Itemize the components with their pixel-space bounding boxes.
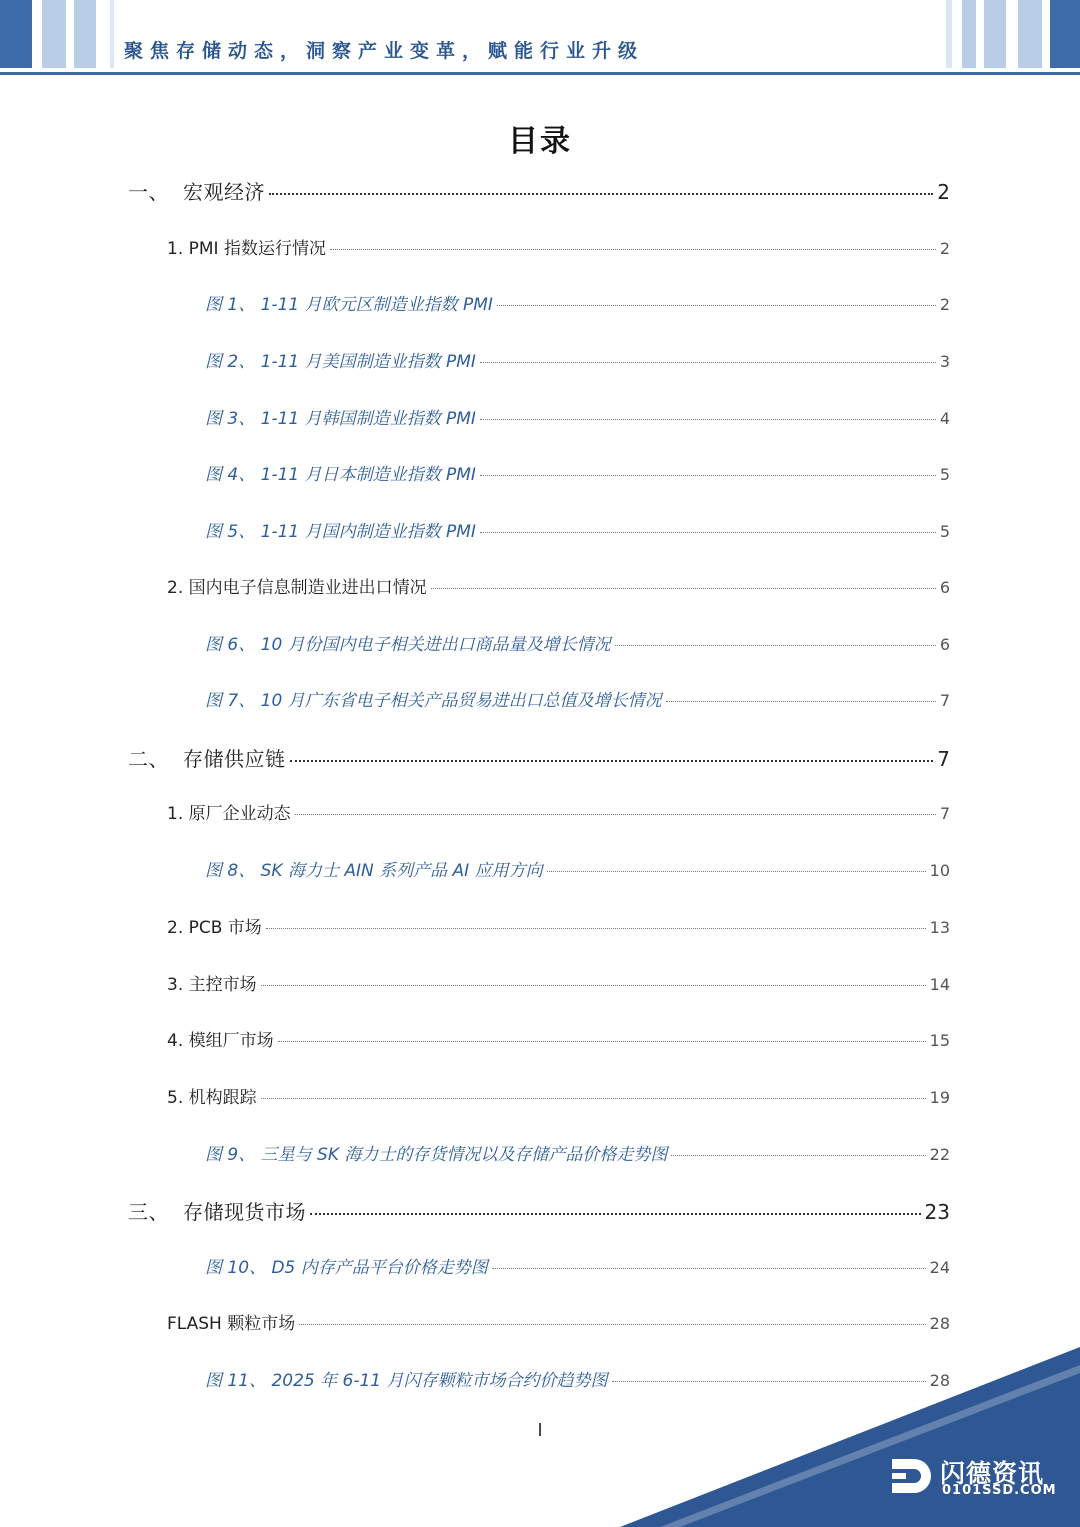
toc-entry-label bbox=[128, 1196, 306, 1225]
header-rule bbox=[0, 72, 1080, 75]
toc-entry[interactable] bbox=[128, 1196, 950, 1225]
header-bars-left bbox=[0, 0, 114, 68]
toc-page-number: 28 bbox=[929, 1314, 950, 1333]
toc-leader-dots bbox=[290, 760, 934, 762]
toc-leader-dots bbox=[310, 1213, 921, 1215]
toc-leader-dots bbox=[278, 1041, 926, 1042]
toc-page-number: 6 bbox=[939, 635, 950, 654]
toc-entry[interactable] bbox=[205, 347, 950, 372]
toc-leader-dots bbox=[671, 1155, 925, 1156]
toc-leader-dots bbox=[480, 532, 936, 533]
toc-leader-dots bbox=[330, 249, 936, 250]
footer-corner-graphic bbox=[620, 1347, 1080, 1527]
toc-entry-label: 图 11、 2025 年 6-11 月闪存颗粒市场合约价趋势图 bbox=[205, 1371, 608, 1391]
toc-page-number: 2 bbox=[939, 295, 950, 314]
toc-entry[interactable] bbox=[167, 573, 950, 598]
header-slogan: 聚焦存储动态，洞察产业变革，赋能行业升级 bbox=[124, 40, 645, 62]
toc-section-title: 存储供应链 bbox=[183, 747, 286, 771]
toc-section-number: 三、 bbox=[128, 1200, 169, 1224]
brand-name-en: 0101SSD.COM bbox=[942, 1483, 1057, 1498]
toc-page-number: 24 bbox=[929, 1258, 950, 1277]
brand-name-cn: 闪德资讯 bbox=[940, 1459, 1045, 1488]
toc-entry[interactable] bbox=[167, 913, 950, 938]
toc-entry-label: 5. 机构跟踪 bbox=[167, 1088, 257, 1108]
toc-page-number: 7 bbox=[939, 691, 950, 710]
toc-leader-dots bbox=[295, 814, 936, 815]
toc-leader-dots bbox=[266, 928, 926, 929]
toc-entry[interactable] bbox=[205, 1253, 950, 1278]
toc-entry[interactable] bbox=[167, 970, 950, 995]
toc-entry-label: 3. 主控市场 bbox=[167, 975, 257, 995]
toc-entry-label: 图 4、 1-11 月日本制造业指数 PMI bbox=[205, 465, 476, 485]
toc-entry[interactable] bbox=[205, 517, 950, 542]
toc-leader-dots bbox=[492, 1268, 926, 1269]
toc-entry[interactable] bbox=[205, 1140, 950, 1165]
toc-entry[interactable] bbox=[205, 404, 950, 429]
toc-page-number: 3 bbox=[939, 352, 950, 371]
toc-page-number: 2 bbox=[937, 180, 950, 204]
toc-page-number: 15 bbox=[929, 1031, 950, 1050]
toc-page-number: 13 bbox=[929, 918, 950, 937]
toc-entry-label: 2. PCB 市场 bbox=[167, 918, 262, 938]
toc-leader-dots bbox=[547, 871, 926, 872]
toc-leader-dots bbox=[269, 193, 933, 195]
toc-entry-label: 2. 国内电子信息制造业进出口情况 bbox=[167, 578, 427, 598]
toc-entry-label: 1. PMI 指数运行情况 bbox=[167, 239, 326, 259]
toc-page-number: 23 bbox=[924, 1200, 950, 1224]
toc-entry-label: 图 7、 10 月广东省电子相关产品贸易进出口总值及增长情况 bbox=[205, 691, 662, 711]
toc-section-title: 存储现货市场 bbox=[183, 1200, 306, 1224]
toc-entry-label: 4. 模组厂市场 bbox=[167, 1031, 274, 1051]
toc-page-number: 28 bbox=[929, 1371, 950, 1390]
toc-entry[interactable] bbox=[205, 630, 950, 655]
toc-entry-label: 图 2、 1-11 月美国制造业指数 PMI bbox=[205, 352, 476, 372]
toc-page-number: 22 bbox=[929, 1145, 950, 1164]
toc-page-number: 14 bbox=[929, 975, 950, 994]
toc-entry[interactable] bbox=[128, 743, 950, 772]
toc-entry[interactable] bbox=[128, 176, 950, 205]
toc-entry[interactable] bbox=[205, 856, 950, 881]
toc-entry-label: 图 10、 D5 内存产品平台价格走势图 bbox=[205, 1258, 488, 1278]
toc-page-number: 19 bbox=[929, 1088, 950, 1107]
toc-entry-label: 图 9、 三星与 SK 海力士的存货情况以及存储产品价格走势图 bbox=[205, 1145, 668, 1165]
toc-leader-dots bbox=[261, 985, 926, 986]
toc-leader-dots bbox=[480, 475, 936, 476]
toc-section-title: 宏观经济 bbox=[183, 180, 265, 204]
toc-page-number: 7 bbox=[937, 747, 950, 771]
toc-leader-dots bbox=[480, 419, 936, 420]
toc-page-number: 5 bbox=[939, 522, 950, 541]
toc-leader-dots bbox=[615, 645, 936, 646]
toc-section-number: 二、 bbox=[128, 747, 169, 771]
toc-entry-label: 图 5、 1-11 月国内制造业指数 PMI bbox=[205, 522, 476, 542]
toc-entry-label: FLASH 颗粒市场 bbox=[167, 1314, 296, 1334]
toc-section-number: 一、 bbox=[128, 180, 169, 204]
brand-logo-icon bbox=[888, 1453, 934, 1499]
toc-entry[interactable] bbox=[167, 234, 950, 259]
toc-entry-label: 图 1、 1-11 月欧元区制造业指数 PMI bbox=[205, 295, 493, 315]
toc-page-number: 10 bbox=[929, 861, 950, 880]
toc-entry-label bbox=[128, 176, 265, 205]
toc-leader-dots bbox=[431, 588, 936, 589]
toc-leader-dots bbox=[480, 362, 936, 363]
toc-leader-dots bbox=[261, 1098, 926, 1099]
toc-page-number: 6 bbox=[939, 578, 950, 597]
toc-leader-dots bbox=[666, 701, 936, 702]
toc-entry-label bbox=[128, 743, 286, 772]
toc-page-number: 5 bbox=[939, 465, 950, 484]
toc-leader-dots bbox=[299, 1324, 925, 1325]
toc-entry-label: 图 6、 10 月份国内电子相关进出口商品量及增长情况 bbox=[205, 635, 611, 655]
toc-entry[interactable] bbox=[205, 460, 950, 485]
toc-page-number: 7 bbox=[939, 804, 950, 823]
toc-page-number: 2 bbox=[939, 239, 950, 258]
toc-entry-label: 1. 原厂企业动态 bbox=[167, 804, 291, 824]
toc-entry-label: 图 8、 SK 海力士 AIN 系列产品 AI 应用方向 bbox=[205, 861, 543, 881]
toc-page-number: 4 bbox=[939, 409, 950, 428]
header-bars-right bbox=[946, 0, 1080, 68]
toc-entry[interactable] bbox=[205, 290, 950, 315]
toc-entry-label: 图 3、 1-11 月韩国制造业指数 PMI bbox=[205, 409, 476, 429]
page-title: 目录 bbox=[508, 124, 572, 159]
toc-leader-dots bbox=[497, 305, 936, 306]
toc-entry[interactable] bbox=[205, 686, 950, 711]
page-number: I bbox=[537, 1420, 543, 1441]
toc-entry[interactable] bbox=[167, 799, 950, 824]
toc-entry[interactable] bbox=[167, 1026, 950, 1051]
toc-entry[interactable] bbox=[167, 1083, 950, 1108]
toc-entry[interactable] bbox=[167, 1309, 950, 1334]
